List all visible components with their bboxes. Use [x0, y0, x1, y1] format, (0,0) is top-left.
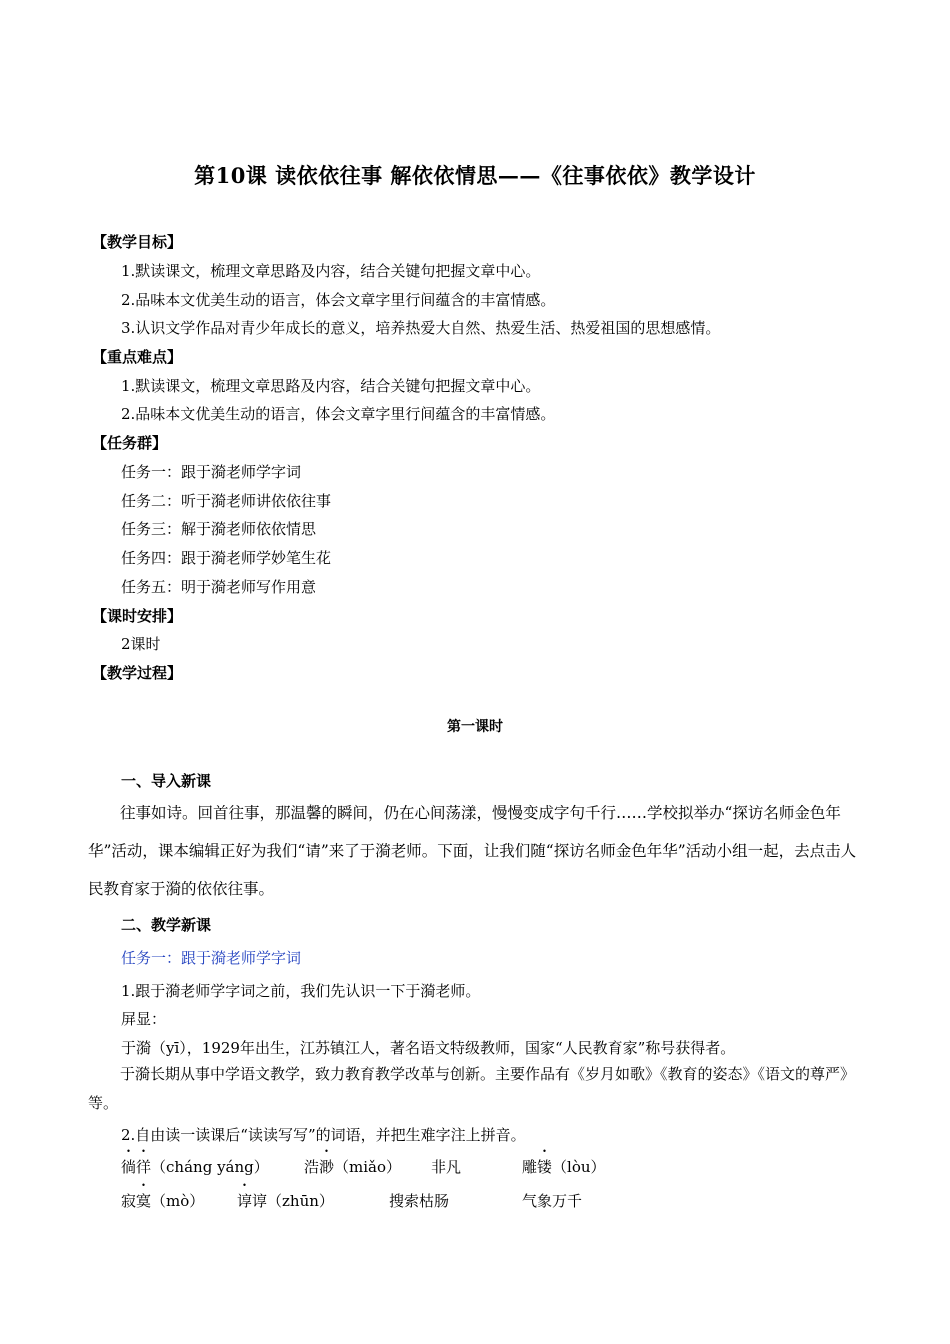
task-item: 任务一：跟于漪老师学字词 [121, 463, 302, 481]
task-one-heading: 任务一：跟于漪老师学字词 [121, 949, 302, 967]
objective-item: 1.默读课文，梳理文章思路及内容，结合关键句把握文章中心。 [121, 262, 541, 280]
task-item: 任务五：明于漪老师写作用意 [121, 578, 317, 596]
objectives-heading: 【教学目标】 [92, 233, 183, 251]
objective-item: 2.品味本文优美生动的语言，体会文章字里行间蕴含的丰富情感。 [121, 291, 556, 309]
document-title: 第10课 读依依往事 解依依情思——《往事依依》教学设计 [194, 163, 756, 188]
task-item: 任务四：跟于漪老师学妙笔生花 [121, 549, 332, 567]
tasks-heading: 【任务群】 [92, 434, 168, 452]
schedule-heading: 【课时安排】 [92, 607, 183, 625]
vocab-word: 徜徉（cháng yáng） [121, 1158, 269, 1176]
vocab-word: 雕镂（lòu） [522, 1158, 606, 1176]
bio-line: 于漪（yī），1929年出生，江苏镇江人，著名语文特级教师，国家“人民教育家”称号获得者。 [121, 1039, 736, 1057]
key-point-item: 1.默读课文，梳理文章思路及内容，结合关键句把握文章中心。 [121, 377, 541, 395]
section-heading: 一、导入新课 [121, 772, 212, 790]
key-points-heading: 【重点难点】 [92, 348, 183, 366]
section-heading: 二、教学新课 [121, 916, 212, 934]
vocab-word: 非凡 [431, 1158, 462, 1176]
intro-paragraph: 往事如诗。回首往事，那温馨的瞬间，仍在心间荡漾，慢慢变成字句千行……学校拟举办“探访名师金色年华”活动，课本编辑正好为我们“请”来了于漪老师。下面，让我们随“探访名师金色年华”活动小组一起，去点击人民教育家于漪的依依往事。 [88, 804, 857, 898]
vocab-word: 气象万千 [522, 1192, 583, 1210]
step-one-text: 1.跟于漪老师学字词之前，我们先认识一下于漪老师。 [121, 982, 481, 1000]
schedule-value: 2课时 [121, 635, 161, 653]
key-point-item: 2.品味本文优美生动的语言，体会文章字里行间蕴含的丰富情感。 [121, 405, 556, 423]
step-two-text: 2.自由读一读课后“读读写写”的词语，并把生难字注上拼音。 [121, 1126, 526, 1144]
vocab-word: 寂寞（mò） [121, 1192, 205, 1210]
process-heading: 【教学过程】 [92, 664, 183, 682]
task-item: 任务三：解于漪老师依依情思 [121, 520, 317, 538]
task-item: 任务二：听于漪老师讲依依往事 [121, 492, 332, 510]
vocab-word: 浩渺（miǎo） [304, 1158, 402, 1176]
vocab-word: 搜索枯肠 [389, 1192, 450, 1210]
vocab-word: 谆谆（zhūn） [237, 1192, 334, 1210]
lesson-title: 第一课时 [447, 719, 503, 735]
screen-label: 屏显： [121, 1010, 167, 1028]
objective-item: 3.认识文学作品对青少年成长的意义，培养热爱大自然、热爱生活、热爱祖国的思想感情。 [121, 319, 721, 337]
bio-paragraph: 于漪长期从事中学语文教学，致力教育教学改革与创新。主要作品有《岁月如歌》《教育的姿态》《语文的尊严》等。 [88, 1065, 856, 1112]
